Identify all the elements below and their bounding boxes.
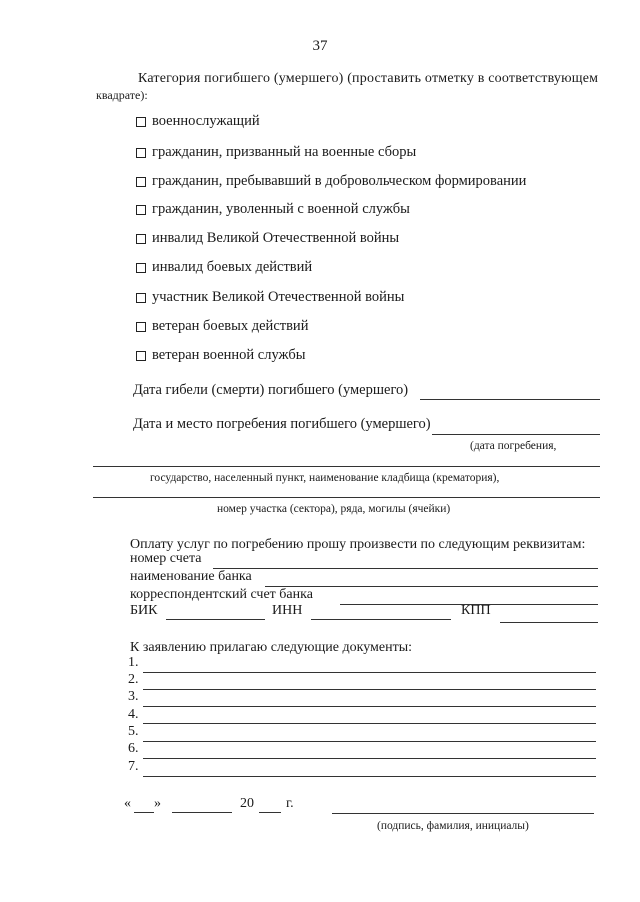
- kpp-label: КПП: [461, 603, 491, 618]
- category-option-label: участник Великой Отечественной войны: [152, 289, 405, 305]
- day-field[interactable]: [134, 812, 154, 813]
- checkbox[interactable]: [136, 148, 146, 158]
- corr-account-label: корреспондентский счет банка: [130, 587, 313, 602]
- checkbox[interactable]: [136, 263, 146, 273]
- document-item-field[interactable]: [143, 776, 596, 777]
- category-option[interactable]: [136, 173, 526, 190]
- death-date-label: Дата гибели (смерти) погибшего (умершего): [133, 382, 409, 398]
- document-item-number: 3.: [128, 689, 139, 704]
- bik-label: БИК: [130, 603, 158, 618]
- category-option[interactable]: [136, 289, 404, 306]
- signature-field[interactable]: [332, 813, 594, 814]
- category-option-label: гражданин, пребывавший в добровольческом формировании: [152, 173, 527, 189]
- death-date-field[interactable]: [420, 399, 600, 400]
- date-quote-open: «: [124, 796, 131, 811]
- category-option-label: ветеран боевых действий: [152, 318, 309, 334]
- category-option-label: инвалид Великой Отечественной войны: [152, 230, 400, 246]
- burial-plot-field[interactable]: [93, 497, 600, 498]
- burial-hint-plot: номер участка (сектора), ряда, могилы (ячейки): [217, 503, 451, 515]
- bik-field[interactable]: [166, 619, 265, 620]
- account-label: номер счета: [130, 551, 202, 566]
- category-option[interactable]: [136, 347, 305, 364]
- checkbox[interactable]: [136, 117, 146, 127]
- year-field[interactable]: [259, 812, 281, 813]
- burial-label: Дата и место погребения погибшего (умершего): [133, 416, 431, 432]
- document-item-field[interactable]: [143, 741, 596, 742]
- checkbox[interactable]: [136, 322, 146, 332]
- category-title-continued: квадрате):: [96, 88, 148, 102]
- category-title: Категория погибшего (умершего) (проставить отметку в соответствующем: [138, 71, 599, 86]
- document-item-field[interactable]: [143, 706, 596, 707]
- inn-field[interactable]: [311, 619, 451, 620]
- checkbox[interactable]: [136, 351, 146, 361]
- category-option-label: гражданин, уволенный с военной службы: [152, 201, 410, 217]
- document-item-number: 2.: [128, 672, 139, 687]
- category-option[interactable]: [136, 259, 312, 276]
- signature-hint: (подпись, фамилия, инициалы): [377, 820, 529, 832]
- checkbox[interactable]: [136, 205, 146, 215]
- year-prefix: 20: [240, 796, 254, 811]
- year-suffix: г.: [286, 796, 294, 811]
- date-quote-close: »: [154, 796, 161, 811]
- category-option-label: ветеран военной службы: [152, 347, 306, 363]
- document-item-number: 4.: [128, 707, 139, 722]
- category-option[interactable]: [136, 144, 416, 161]
- category-option-label: гражданин, призванный на военные сборы: [152, 144, 417, 160]
- bank-name-field[interactable]: [265, 586, 598, 587]
- inn-label: ИНН: [272, 603, 303, 618]
- category-option[interactable]: [136, 201, 410, 218]
- category-option[interactable]: [136, 113, 260, 130]
- document-item-number: 1.: [128, 655, 139, 670]
- bank-name-label: наименование банка: [130, 569, 252, 584]
- documents-intro: К заявлению прилагаю следующие документы:: [130, 640, 413, 655]
- document-item-number: 5.: [128, 724, 139, 739]
- burial-hint-date: (дата погребения,: [470, 440, 557, 452]
- kpp-field[interactable]: [500, 622, 598, 623]
- checkbox[interactable]: [136, 234, 146, 244]
- burial-date-field[interactable]: [432, 434, 600, 435]
- document-item-field[interactable]: [143, 723, 596, 724]
- month-field[interactable]: [172, 812, 232, 813]
- document-item-number: 6.: [128, 741, 139, 756]
- category-option[interactable]: [136, 318, 308, 335]
- burial-place-field[interactable]: [93, 466, 600, 467]
- burial-hint-place: государство, населенный пункт, наименование кладбища (крематория),: [150, 472, 500, 484]
- page-number: 37: [312, 38, 328, 54]
- document-item-field[interactable]: [143, 758, 596, 759]
- category-option-label: инвалид боевых действий: [152, 259, 313, 275]
- checkbox[interactable]: [136, 293, 146, 303]
- category-option[interactable]: [136, 230, 399, 247]
- document-item-field[interactable]: [143, 689, 596, 690]
- document-item-field[interactable]: [143, 672, 596, 673]
- checkbox[interactable]: [136, 177, 146, 187]
- document-item-number: 7.: [128, 759, 139, 774]
- category-option-label: военнослужащий: [152, 113, 260, 129]
- payment-intro: Оплату услуг по погребению прошу произвести по следующим реквизитам:: [130, 537, 586, 552]
- account-field[interactable]: [213, 568, 598, 569]
